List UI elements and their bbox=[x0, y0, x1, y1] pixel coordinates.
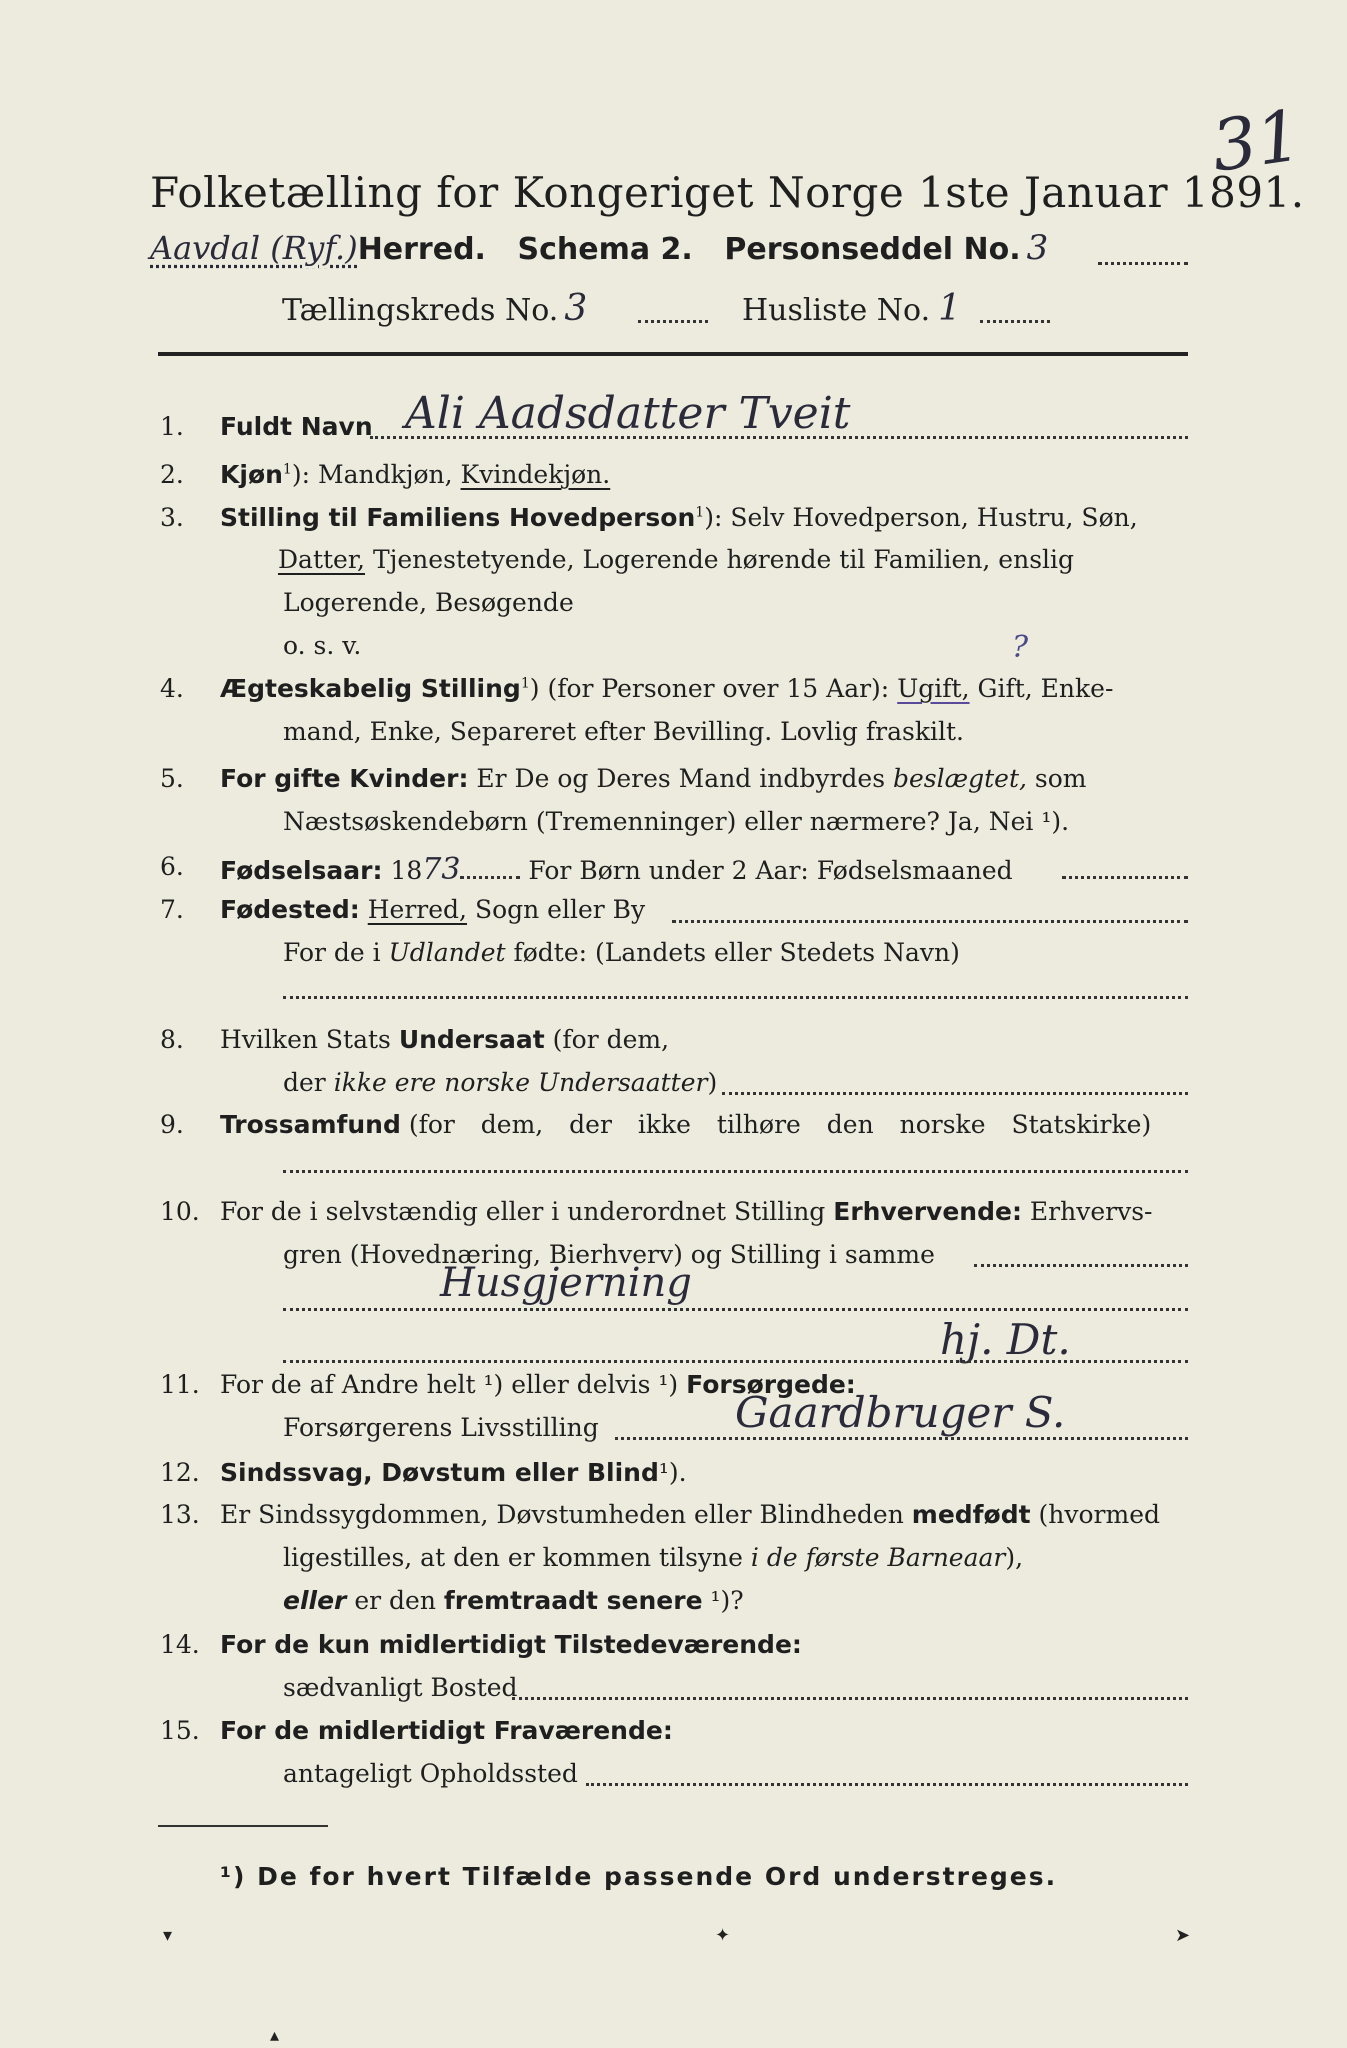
personseddel-value: 3 bbox=[1026, 228, 1049, 268]
question-text: ): Mandkjøn, bbox=[291, 460, 453, 489]
birth-month-dots bbox=[1062, 876, 1188, 879]
question-label: Fuldt Navn bbox=[220, 412, 373, 441]
question-text: beslægtet, bbox=[893, 764, 1027, 793]
question-text: Udlandet bbox=[388, 938, 506, 967]
selected-option: Herred, bbox=[367, 895, 467, 924]
question-number: 14. bbox=[160, 1630, 200, 1659]
question-3-line-4: o. s. v. bbox=[283, 631, 362, 660]
question-7-line-2 bbox=[283, 938, 960, 967]
ink-speck: ▾ bbox=[163, 1925, 173, 1946]
schema-label: Schema 2. bbox=[517, 232, 693, 267]
taellingskreds-line bbox=[282, 288, 587, 329]
question-text: er den bbox=[354, 1586, 436, 1615]
question-14-line-2: sædvanligt Bosted bbox=[283, 1673, 518, 1702]
question-label: fremtraadt senere bbox=[443, 1586, 703, 1615]
question-text: (hvormed bbox=[1038, 1500, 1161, 1529]
answer-occupation: Husgjerning bbox=[440, 1260, 692, 1306]
footnote: ¹) De for hvert Tilfælde passende Ord understreges. bbox=[220, 1862, 1058, 1891]
question-text: ), bbox=[1005, 1543, 1024, 1572]
question-5-line-2: Næstsøskendebørn (Tremenninger) eller nærmere? Ja, Nei ¹). bbox=[283, 807, 1070, 836]
occupation-dots-2 bbox=[283, 1308, 1188, 1311]
herred-line bbox=[150, 228, 1048, 268]
name-dots bbox=[370, 436, 1188, 439]
question-text: Tjenestetyende, Logerende hørende til Familien, enslig bbox=[372, 545, 1075, 574]
question-text: For Børn under 2 Aar: Fødselsmaaned bbox=[528, 856, 1013, 885]
question-11-line-2: Forsørgerens Livsstilling bbox=[283, 1413, 599, 1442]
stay-place-dots bbox=[586, 1783, 1188, 1786]
question-text: i de første Barneaar bbox=[750, 1543, 1006, 1572]
question-number: 9. bbox=[160, 1110, 184, 1139]
question-number: 15. bbox=[160, 1716, 200, 1745]
question-text: Er Sindssygdommen, Døvstumheden eller Blindheden bbox=[220, 1500, 904, 1529]
footnote-rule bbox=[158, 1825, 328, 1827]
question-3-line-2 bbox=[278, 545, 1074, 574]
selected-option: Ugift, bbox=[897, 674, 970, 703]
year-prefix: 18 bbox=[390, 856, 423, 885]
question-10-line-2: gren (Hovednæring, Bierhverv) og Stilling i samme bbox=[283, 1240, 935, 1269]
question-number: 3. bbox=[160, 503, 184, 532]
foreign-birthplace-dots bbox=[283, 996, 1188, 999]
question-text: For de i bbox=[283, 938, 381, 967]
question-number: 13. bbox=[160, 1500, 200, 1529]
religion-dots bbox=[283, 1170, 1188, 1173]
footnote-ref: 1 bbox=[695, 504, 705, 521]
occupation-dots-3 bbox=[283, 1360, 1188, 1363]
husliste-line bbox=[742, 288, 961, 329]
question-number: 11. bbox=[160, 1370, 200, 1399]
question-text: fødte: (Landets eller Stedets Navn) bbox=[513, 938, 960, 967]
ink-speck: ▴ bbox=[270, 2025, 280, 2046]
question-text: ) bbox=[707, 1068, 718, 1097]
question-number: 1. bbox=[160, 412, 184, 441]
answer-occupation-relation: hj. Dt. bbox=[940, 1315, 1071, 1364]
question-number: 7. bbox=[160, 895, 184, 924]
question-number: 8. bbox=[160, 1025, 184, 1054]
footnote-ref: 1 bbox=[520, 675, 530, 692]
selected-option: Kvindekjøn. bbox=[460, 460, 611, 489]
citizenship-dots bbox=[722, 1092, 1188, 1095]
question-15-line-2: antageligt Opholdssted bbox=[283, 1759, 578, 1788]
question-text: ¹)? bbox=[710, 1586, 744, 1615]
question-label: Kjøn bbox=[220, 460, 283, 489]
selected-option: Datter, bbox=[278, 545, 365, 574]
question-text: (for dem, bbox=[552, 1025, 670, 1054]
answer-provider: Gaardbruger S. bbox=[735, 1388, 1066, 1437]
question-label: Erhvervende: bbox=[833, 1197, 1022, 1226]
occupation-dots-1 bbox=[974, 1264, 1188, 1267]
answer-full-name: Ali Aadsdatter Tveit bbox=[405, 388, 851, 439]
question-13-line-3 bbox=[283, 1586, 744, 1615]
question-4-line-2: mand, Enke, Separeret efter Bevilling. Lovlig fraskilt. bbox=[283, 717, 964, 746]
question-label: medfødt bbox=[911, 1500, 1031, 1529]
question-8-line-2 bbox=[283, 1068, 717, 1097]
question-3-line-3: Logerende, Besøgende bbox=[283, 588, 574, 617]
answer-birth-year: 73 bbox=[422, 852, 461, 887]
provider-dots bbox=[615, 1437, 1188, 1440]
question-text: Hvilken Stats bbox=[220, 1025, 391, 1054]
page-number: 31 bbox=[1206, 94, 1307, 188]
herred-value: Aavdal (Ryf.) bbox=[150, 229, 358, 267]
question-label: Fødested: bbox=[220, 895, 360, 924]
question-label: Forsørgede: bbox=[686, 1370, 856, 1399]
question-text: ): Selv Hovedperson, Hustru, Søn, bbox=[704, 503, 1138, 532]
question-label: Undersaat bbox=[398, 1025, 545, 1054]
taellingskreds-value: 3 bbox=[564, 288, 588, 329]
husliste-value: 1 bbox=[938, 288, 962, 329]
ink-speck: ➤ bbox=[1175, 1925, 1191, 1946]
question-text: Erhvervs- bbox=[1029, 1197, 1153, 1226]
question-label: Ægteskabelig Stilling bbox=[220, 674, 521, 703]
husliste-label: Husliste No. bbox=[742, 293, 931, 328]
question-text: Er De og Deres Mand indbyrdes bbox=[476, 764, 886, 793]
taellingskreds-dots bbox=[638, 320, 708, 323]
personseddel-dots bbox=[1098, 262, 1188, 265]
question-text: der bbox=[283, 1068, 326, 1097]
question-text: ¹). bbox=[658, 1458, 687, 1487]
question-label: Sindssvag, Døvstum eller Blind bbox=[220, 1458, 659, 1487]
question-number: 2. bbox=[160, 460, 184, 489]
footnote-ref: 1 bbox=[282, 461, 292, 478]
question-text: (for dem, der ikke tilhøre den norske Statskirke) bbox=[408, 1110, 1152, 1139]
question-label: Trossamfund bbox=[220, 1110, 401, 1139]
personseddel-label: Personseddel No. bbox=[724, 232, 1021, 267]
question-text: som bbox=[1034, 764, 1087, 793]
residence-dots bbox=[512, 1697, 1188, 1700]
husliste-dots bbox=[980, 320, 1050, 323]
question-text: ) (for Personer over 15 Aar): bbox=[529, 674, 890, 703]
question-text: Sogn eller By bbox=[474, 895, 646, 924]
question-label: For gifte Kvinder: bbox=[220, 764, 469, 793]
question-label: Fødselsaar: bbox=[220, 856, 383, 885]
question-label: For de midlertidigt Fraværende: bbox=[220, 1716, 673, 1745]
question-text: Gift, Enke- bbox=[977, 674, 1114, 703]
question-number: 10. bbox=[160, 1197, 200, 1226]
question-number: 4. bbox=[160, 674, 184, 703]
ink-speck: ✦ bbox=[715, 1925, 731, 1946]
header-rule bbox=[158, 352, 1188, 356]
question-text: For de af Andre helt ¹) eller delvis ¹) bbox=[220, 1370, 679, 1399]
birthplace-dots bbox=[672, 920, 1188, 923]
question-number: 12. bbox=[160, 1458, 200, 1487]
taellingskreds-label: Tællingskreds No. bbox=[282, 293, 559, 328]
question-label: For de kun midlertidigt Tilstedeværende: bbox=[220, 1630, 802, 1659]
question-number: 5. bbox=[160, 764, 184, 793]
form-title: Folketælling for Kongeriget Norge 1ste Januar 1891. bbox=[150, 168, 1305, 217]
question-text: ligestilles, at den er kommen tilsyne bbox=[283, 1543, 743, 1572]
question-text: For de i selvstændig eller i underordnet Stilling bbox=[220, 1197, 826, 1226]
handwritten-mark: ? bbox=[1012, 630, 1029, 665]
herred-label: Herred. bbox=[357, 232, 486, 267]
question-text: ikke ere norske Undersaatter bbox=[333, 1068, 708, 1097]
question-text: eller bbox=[283, 1586, 347, 1615]
question-label: Stilling til Familiens Hovedperson bbox=[220, 503, 696, 532]
question-13-line-2 bbox=[283, 1543, 1023, 1572]
question-number: 6. bbox=[160, 852, 184, 881]
